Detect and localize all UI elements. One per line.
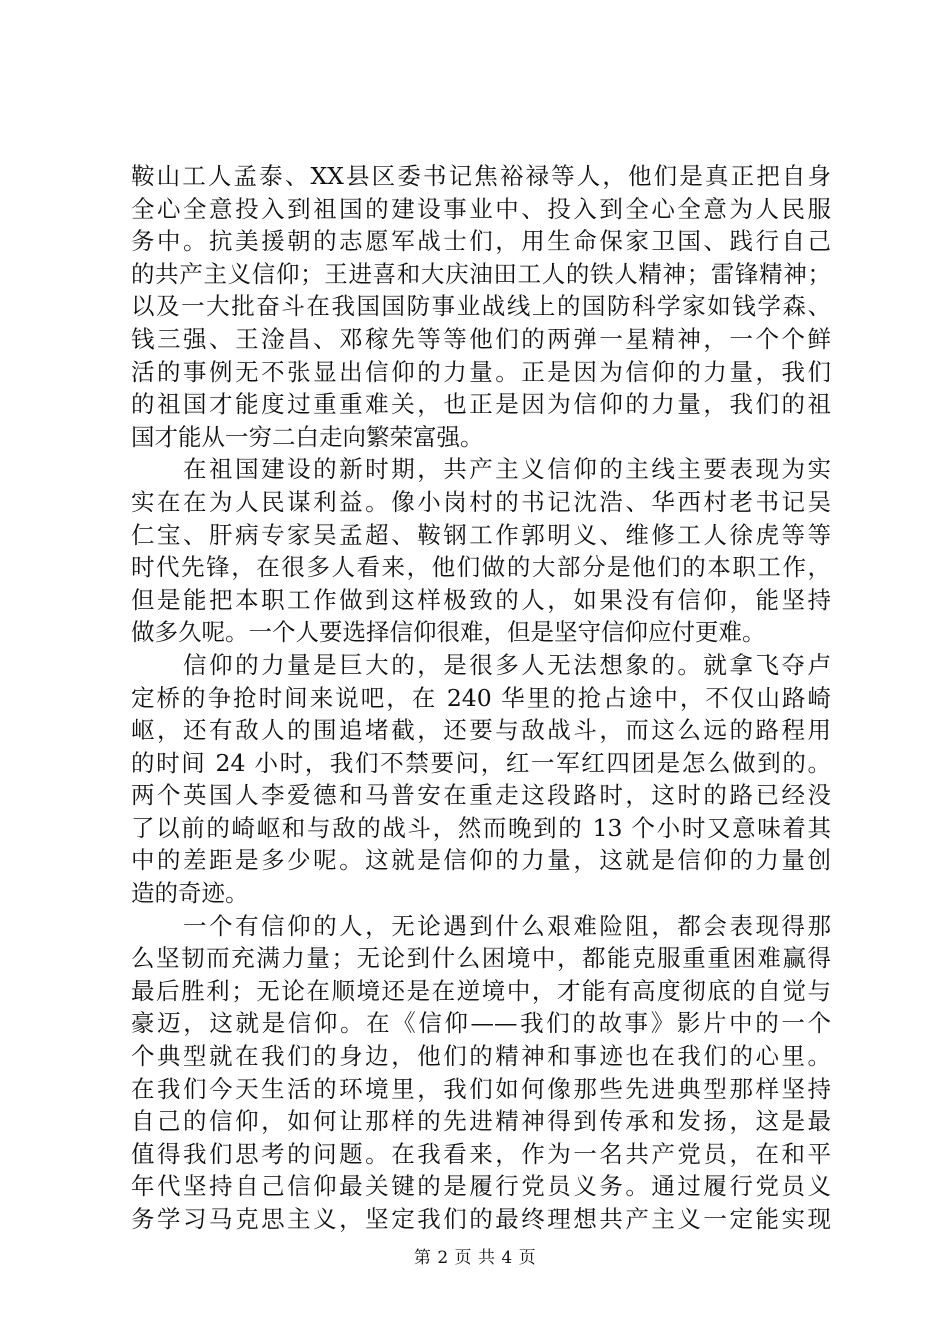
text-line: 活的事例无不张显出信仰的力量。正是因为信仰的力量，我们 [131, 357, 831, 386]
text-line: 钱三强、王淦昌、邓稼先等等他们的两弹一星精神，一个个鲜 [131, 324, 831, 353]
text-line: 岖，还有敌人的围追堵截，还要与敌战斗，而这么远的路程用 [131, 716, 831, 745]
text-line: 的时间 24 小时，我们不禁要问，红一军红四团是怎么做到的。 [131, 748, 831, 777]
text-line: 一个有信仰的人，无论遇到什么艰难险阻，都会表现得那 [131, 911, 831, 940]
document-body [131, 160, 831, 1236]
text-line: 中的差距是多少呢。这就是信仰的力量，这就是信仰的力量创 [131, 846, 831, 875]
text-line: 在我们今天生活的环境里，我们如何像那些先进典型那样坚持 [131, 1074, 831, 1103]
text-line: 豪迈，这就是信仰。在《信仰——我们的故事》影片中的一个 [131, 1009, 831, 1038]
text-line: 信仰的力量是巨大的，是很多人无法想象的。就拿飞夺卢 [131, 650, 831, 679]
text-line: 的祖国才能度过重重难关，也正是因为信仰的力量，我们的祖 [131, 390, 831, 419]
text-line: 全心全意投入到祖国的建设事业中、投入到全心全意为人民服 [131, 194, 831, 223]
text-line: 么坚韧而充满力量；无论到什么困境中，都能克服重重困难赢得 [131, 944, 831, 973]
text-line: 在祖国建设的新时期，共产主义信仰的主线主要表现为实 [131, 455, 831, 484]
text-line: 的共产主义信仰；王进喜和大庆油田工人的铁人精神；雷锋精神； [131, 259, 831, 288]
text-line: 两个英国人李爱德和马普安在重走这段路时，这时的路已经没 [131, 781, 831, 810]
text-line: 但是能把本职工作做到这样极致的人，如果没有信仰，能坚持 [131, 585, 831, 614]
text-line: 仁宝、肝病专家吴孟超、鞍钢工作郭明义、维修工人徐虎等等 [131, 520, 831, 549]
text-line: 务中。抗美援朝的志愿军战士们，用生命保家卫国、践行自己 [131, 227, 831, 256]
text-line: 造的奇迹。 [131, 879, 249, 908]
text-line: 做多久呢。一个人要选择信仰很难，但是坚守信仰应付更难。 [131, 618, 766, 647]
text-line: 实在在为人民谋利益。像小岗村的书记沈浩、华西村老书记吴 [131, 487, 831, 516]
text-line: 以及一大批奋斗在我国国防事业战线上的国防科学家如钱学森、 [131, 292, 831, 321]
text-line: 年代坚持自己信仰最关键的是履行党员义务。通过履行党员义 [131, 1172, 831, 1201]
page-number: 第 2 页 共 4 页 [413, 1248, 537, 1268]
text-line: 国才能从一穷二白走向繁荣富强。 [131, 422, 484, 451]
text-line: 鞍山工人孟泰、XX县区委书记焦裕禄等人，他们是真正把自身 [131, 162, 831, 190]
text-line: 自己的信仰，如何让那样的先进精神得到传承和发扬，这是最 [131, 1107, 831, 1136]
text-line: 务学习马克思主义，坚定我们的最终理想共产主义一定能实现 [131, 1205, 831, 1233]
page-footer [0, 1243, 950, 1268]
text-line: 个典型就在我们的身边，他们的精神和事迹也在我们的心里。 [131, 1042, 831, 1071]
text-line: 时代先锋，在很多人看来，他们做的大部分是他们的本职工作， [131, 553, 831, 582]
text-line: 值得我们思考的问题。在我看来，作为一名共产党员，在和平 [131, 1139, 831, 1168]
text-line: 最后胜利；无论在顺境还是在逆境中，才能有高度彻底的自觉与 [131, 976, 831, 1005]
text-line: 定桥的争抢时间来说吧，在 240 华里的抢占途中，不仅山路崎 [131, 683, 831, 712]
text-line: 了以前的崎岖和与敌的战斗，然而晚到的 13 个小时又意味着其 [131, 813, 831, 842]
